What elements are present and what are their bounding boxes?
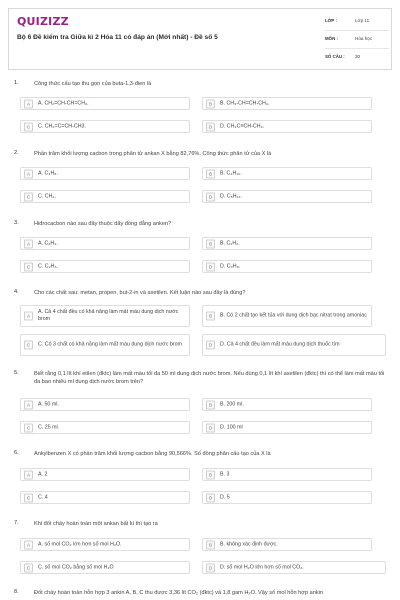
q7-option-a[interactable] xyxy=(20,538,190,551)
option-letter: D xyxy=(206,341,215,350)
option-text: C. CH₄. xyxy=(38,192,57,199)
q7-option-d[interactable] xyxy=(202,561,386,574)
option-letter: D xyxy=(206,423,215,432)
option-text: A. số mol CO₂ lớn hơn số mol H₂O. xyxy=(38,540,122,547)
question-number: 4. xyxy=(14,289,19,295)
option-letter: B xyxy=(206,400,215,409)
meta-panel xyxy=(325,13,389,67)
q5-option-c[interactable] xyxy=(20,421,190,434)
option-letter: C xyxy=(24,192,33,201)
option-letter: A xyxy=(24,540,33,549)
meta-value-count: 30 xyxy=(355,54,361,59)
option-text: B. 200 ml. xyxy=(220,400,244,407)
meta-key-subject: MÔN : xyxy=(325,36,338,41)
question-number: 5. xyxy=(14,370,19,376)
option-text: B. không xác định được. xyxy=(220,540,278,547)
option-text: D. CH₃C≡CH-CH₃. xyxy=(220,122,265,129)
q3-option-d[interactable] xyxy=(202,260,372,273)
question-text: Ankylbenzen X có phần trăm khối lượng cacbon bằng 90,566%. Số đồng phân cấu tạo của X là xyxy=(34,451,271,457)
q5-option-a[interactable] xyxy=(20,398,190,411)
q1-option-a[interactable] xyxy=(20,97,190,110)
q2-option-b[interactable] xyxy=(202,167,372,180)
option-letter: A xyxy=(24,239,33,248)
option-text: D. 100 ml xyxy=(220,423,243,430)
meta-key-class: LỚP : xyxy=(325,18,337,23)
option-text: B. CH₃-CH=CH-CH₃. xyxy=(220,99,270,106)
option-letter: B xyxy=(206,540,215,549)
option-letter: D xyxy=(206,262,215,271)
option-text: A. C₃H₈. xyxy=(38,169,58,176)
option-letter: C xyxy=(24,262,33,271)
q4-option-c[interactable] xyxy=(20,334,190,356)
q5-option-d[interactable] xyxy=(202,421,372,434)
q6-option-a[interactable] xyxy=(20,468,190,481)
option-letter: C xyxy=(24,563,33,572)
document-title: Bộ 6 Đề kiểm tra Giữa kì 2 Hóa 11 có đáp án (Mới nhất) - Đề số 5 xyxy=(17,34,218,41)
option-text: A. Cả 4 chất đều có khả năng làm mất màu dung dịch nước brom xyxy=(38,308,179,322)
option-text: A. C₂H₄. xyxy=(38,239,58,246)
meta-key-count: SỐ CÂU : xyxy=(325,54,345,59)
option-letter: C xyxy=(24,493,33,502)
option-text: C. số mol CO₂ bằng số mol H₂O xyxy=(38,563,114,570)
option-text: D. C₃H₈. xyxy=(220,262,241,269)
option-letter: C xyxy=(24,423,33,432)
q7-option-b[interactable] xyxy=(202,538,372,551)
option-text: B. C₄H₁₀. xyxy=(220,169,242,176)
q5-option-b[interactable] xyxy=(202,398,372,411)
option-text: D. số mol H₂O lớn hơn số mol CO₂. xyxy=(220,563,304,570)
option-letter: A xyxy=(24,169,33,178)
q3-option-c[interactable] xyxy=(20,260,190,273)
option-letter: D xyxy=(206,493,215,502)
option-letter: C xyxy=(24,341,33,350)
q4-option-b[interactable] xyxy=(202,305,372,327)
option-text: C. CH₂=C=CH-CH3. xyxy=(38,122,86,129)
question-text: Biết rằng 0,1 lít khí etilen (đktc) làm mất màu tối đa 50 ml dung dịch nước brom. Nếu dùng 0,1 lít khí axetilen (đktc) thì có thể làm mất màu tối đa bao nhiêu ml dung dịch nước brom trên? xyxy=(34,371,385,386)
meta-row-subject xyxy=(325,31,389,49)
question-number: 7. xyxy=(14,520,19,526)
option-text: A. 50 ml. xyxy=(38,400,59,407)
question-text: Phần trăm khối lượng cacbon trong phân tử ankan X bằng 82,76%. Công thức phân tử của X là xyxy=(34,151,272,157)
question-number: 8. xyxy=(14,589,19,595)
option-letter: A xyxy=(24,99,33,108)
option-text: C. 4 xyxy=(38,493,48,500)
option-text: A. CH₂=CH-CH=CH₂. xyxy=(38,99,89,106)
option-text: B. Có 2 chất tạo kết tủa với dung dịch bạc nitrat trong amoniac xyxy=(220,312,367,319)
question-text: Khi đốt cháy hoàn toàn một ankan bất kì thì tạo ra xyxy=(34,521,158,527)
q4-option-d[interactable] xyxy=(202,334,386,356)
header-left xyxy=(17,15,317,41)
question-number: 1. xyxy=(14,80,19,86)
q1-option-c[interactable] xyxy=(20,120,190,133)
meta-value-subject: Hóa học xyxy=(355,36,373,41)
q7-option-c[interactable] xyxy=(20,561,190,574)
option-text: D. C₅H₁₂. xyxy=(220,192,242,199)
option-text: B. C₂H₂. xyxy=(220,239,240,246)
question-text: Cho các chất sau: metan, propen, but-2-in và axetilen. Kết luận nào sau đây là đúng? xyxy=(34,290,246,296)
option-text: A. 2 xyxy=(38,470,48,477)
meta-value-class: Lớp 11 xyxy=(355,18,370,23)
option-letter: D xyxy=(206,563,215,572)
q2-option-d[interactable] xyxy=(202,190,372,203)
q1-option-b[interactable] xyxy=(202,97,372,110)
option-letter: B xyxy=(206,99,215,108)
option-letter: A xyxy=(24,400,33,409)
meta-row-class xyxy=(325,13,389,31)
question-number: 2. xyxy=(14,150,19,156)
option-text: B. 3 xyxy=(220,470,230,477)
option-text: C. 25 ml. xyxy=(38,423,60,430)
q1-option-d[interactable] xyxy=(202,120,372,133)
option-text: C. C₂H₆. xyxy=(38,262,59,269)
option-letter: B xyxy=(206,239,215,248)
question-text: Hiđrocacbon nào sau đây thuộc dãy đồng đẳng anken? xyxy=(34,221,172,227)
q3-option-b[interactable] xyxy=(202,237,372,250)
q3-option-a[interactable] xyxy=(20,237,190,250)
question-text: Đốt cháy hoàn toàn hỗn hợp 3 ankin A, B, C thu được 3,36 lít CO₂ (đktc) và 1,8 gam H₂O. Vậy số mol hỗn hợp ankin xyxy=(34,590,323,596)
q2-option-c[interactable] xyxy=(20,190,190,203)
q6-option-b[interactable] xyxy=(202,468,372,481)
meta-row-count xyxy=(325,49,389,67)
option-letter: D xyxy=(206,122,215,131)
question-number: 6. xyxy=(14,450,19,456)
document-header xyxy=(8,8,392,70)
option-letter: B xyxy=(206,470,215,479)
option-text: C. Có 3 chất có khả năng làm mất màu dung dịch nước brom xyxy=(38,341,182,348)
q4-option-a[interactable] xyxy=(20,305,190,327)
q6-option-d[interactable] xyxy=(202,491,372,504)
q2-option-a[interactable] xyxy=(20,167,190,180)
option-letter: D xyxy=(206,192,215,201)
quizizz-logo[interactable]: QUIZIZZ xyxy=(17,15,69,28)
option-letter: B xyxy=(206,169,215,178)
question-text: Công thức cấu tạo thu gọn của buta-1,3-đien là xyxy=(34,81,152,87)
option-text: D. 5 xyxy=(220,493,230,500)
option-letter: A xyxy=(24,470,33,479)
option-letter: B xyxy=(206,312,215,321)
question-number: 3. xyxy=(14,220,19,226)
option-letter: A xyxy=(24,312,33,321)
q6-option-c[interactable] xyxy=(20,491,190,504)
option-letter: C xyxy=(24,122,33,131)
option-text: D. Cả 4 chất đều làm mất màu dung dịch thuốc tím xyxy=(220,341,340,348)
